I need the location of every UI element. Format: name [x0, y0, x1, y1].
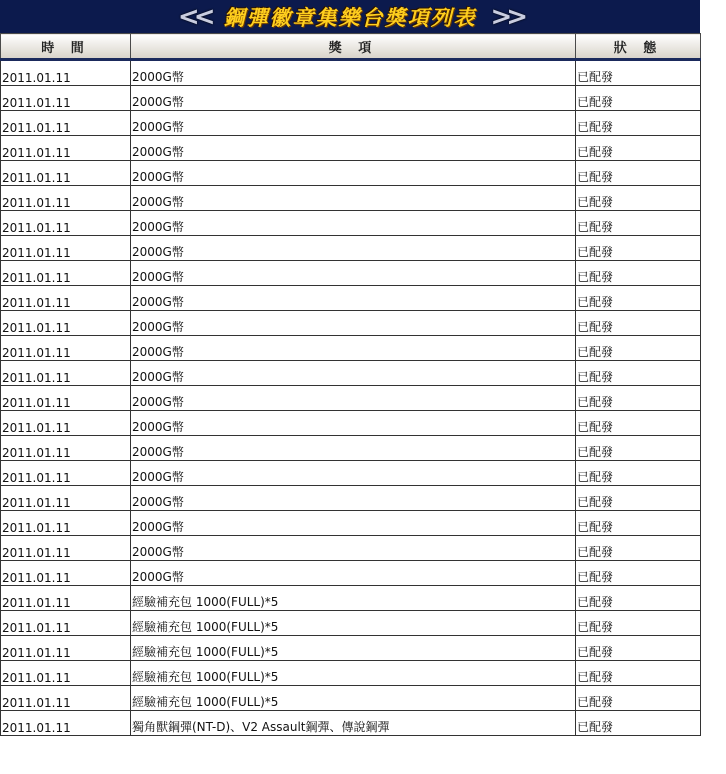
- cell-prize: 獨角獸鋼彈(NT-D)、V2 Assault鋼彈、傳說鋼彈: [131, 711, 576, 736]
- cell-status: 已配發: [576, 536, 701, 561]
- cell-time: 2011.01.11: [1, 636, 131, 661]
- table-row: [1, 436, 701, 461]
- cell-prize: 經驗補充包 1000(FULL)*5: [131, 661, 576, 686]
- cell-status: 已配發: [576, 311, 701, 336]
- cell-prize: 經驗補充包 1000(FULL)*5: [131, 636, 576, 661]
- cell-prize: 2000G幣: [131, 86, 576, 111]
- cell-time: 2011.01.11: [1, 586, 131, 611]
- cell-status: 已配發: [576, 711, 701, 736]
- cell-time: 2011.01.11: [1, 461, 131, 486]
- table-row: [1, 386, 701, 411]
- cell-prize: 2000G幣: [131, 211, 576, 236]
- cell-time: 2011.01.11: [1, 60, 131, 86]
- cell-status: 已配發: [576, 161, 701, 186]
- cell-prize: 2000G幣: [131, 436, 576, 461]
- cell-prize: 2000G幣: [131, 261, 576, 286]
- cell-prize: 2000G幣: [131, 60, 576, 86]
- cell-time: 2011.01.11: [1, 561, 131, 586]
- cell-status: 已配發: [576, 336, 701, 361]
- cell-time: 2011.01.11: [1, 261, 131, 286]
- cell-status: 已配發: [576, 186, 701, 211]
- cell-prize: 2000G幣: [131, 111, 576, 136]
- double-chevron-right-icon: >>: [490, 1, 523, 32]
- table-row: [1, 236, 701, 261]
- cell-status: 已配發: [576, 86, 701, 111]
- cell-time: 2011.01.11: [1, 361, 131, 386]
- cell-prize: 2000G幣: [131, 311, 576, 336]
- cell-time: 2011.01.11: [1, 336, 131, 361]
- table-row: [1, 636, 701, 661]
- cell-status: 已配發: [576, 486, 701, 511]
- cell-prize: 經驗補充包 1000(FULL)*5: [131, 686, 576, 711]
- cell-time: 2011.01.11: [1, 236, 131, 261]
- table-row: [1, 461, 701, 486]
- cell-status: 已配發: [576, 661, 701, 686]
- cell-prize: 2000G幣: [131, 486, 576, 511]
- cell-prize: 2000G幣: [131, 236, 576, 261]
- cell-time: 2011.01.11: [1, 311, 131, 336]
- cell-status: 已配發: [576, 561, 701, 586]
- cell-status: 已配發: [576, 461, 701, 486]
- cell-time: 2011.01.11: [1, 111, 131, 136]
- table-row: [1, 136, 701, 161]
- table-row: [1, 536, 701, 561]
- cell-prize: 2000G幣: [131, 161, 576, 186]
- table-row: [1, 361, 701, 386]
- cell-status: 已配發: [576, 361, 701, 386]
- cell-status: 已配發: [576, 436, 701, 461]
- cell-time: 2011.01.11: [1, 386, 131, 411]
- table-row: [1, 686, 701, 711]
- table-row: [1, 186, 701, 211]
- cell-time: 2011.01.11: [1, 686, 131, 711]
- table-row: [1, 261, 701, 286]
- cell-status: 已配發: [576, 286, 701, 311]
- cell-prize: 2000G幣: [131, 336, 576, 361]
- cell-time: 2011.01.11: [1, 186, 131, 211]
- cell-prize: 2000G幣: [131, 561, 576, 586]
- cell-time: 2011.01.11: [1, 286, 131, 311]
- cell-status: 已配發: [576, 111, 701, 136]
- cell-prize: 2000G幣: [131, 136, 576, 161]
- cell-status: 已配發: [576, 586, 701, 611]
- title-banner: [0, 0, 700, 33]
- cell-prize: 2000G幣: [131, 461, 576, 486]
- header-status: 狀 態: [576, 34, 701, 60]
- cell-time: 2011.01.11: [1, 711, 131, 736]
- cell-time: 2011.01.11: [1, 436, 131, 461]
- header-time: 時 間: [1, 34, 131, 60]
- cell-prize: 經驗補充包 1000(FULL)*5: [131, 586, 576, 611]
- table-row: [1, 586, 701, 611]
- cell-time: 2011.01.11: [1, 661, 131, 686]
- table-row: [1, 561, 701, 586]
- cell-status: 已配發: [576, 511, 701, 536]
- awards-table: [0, 33, 701, 736]
- table-row: [1, 611, 701, 636]
- cell-time: 2011.01.11: [1, 611, 131, 636]
- header-prize: 獎 項: [131, 34, 576, 60]
- table-row: [1, 336, 701, 361]
- cell-time: 2011.01.11: [1, 486, 131, 511]
- cell-prize: 經驗補充包 1000(FULL)*5: [131, 611, 576, 636]
- table-row: [1, 486, 701, 511]
- cell-status: 已配發: [576, 211, 701, 236]
- cell-prize: 2000G幣: [131, 411, 576, 436]
- table-row: [1, 286, 701, 311]
- cell-status: 已配發: [576, 236, 701, 261]
- cell-prize: 2000G幣: [131, 386, 576, 411]
- cell-prize: 2000G幣: [131, 286, 576, 311]
- page-title: 鋼彈徽章集樂台獎項列表: [223, 5, 477, 30]
- double-chevron-left-icon: <<: [177, 1, 210, 32]
- table-row: [1, 311, 701, 336]
- cell-prize: 2000G幣: [131, 361, 576, 386]
- cell-prize: 2000G幣: [131, 511, 576, 536]
- cell-time: 2011.01.11: [1, 536, 131, 561]
- table-row: [1, 411, 701, 436]
- table-body: [1, 60, 701, 736]
- table-row: [1, 511, 701, 536]
- table-row: [1, 711, 701, 736]
- table-row: [1, 86, 701, 111]
- cell-status: 已配發: [576, 136, 701, 161]
- cell-status: 已配發: [576, 60, 701, 86]
- cell-time: 2011.01.11: [1, 136, 131, 161]
- table-row: [1, 211, 701, 236]
- cell-status: 已配發: [576, 611, 701, 636]
- table-row: [1, 161, 701, 186]
- cell-time: 2011.01.11: [1, 86, 131, 111]
- cell-status: 已配發: [576, 686, 701, 711]
- cell-time: 2011.01.11: [1, 161, 131, 186]
- cell-prize: 2000G幣: [131, 536, 576, 561]
- cell-status: 已配發: [576, 636, 701, 661]
- cell-time: 2011.01.11: [1, 211, 131, 236]
- table-row: [1, 60, 701, 86]
- cell-status: 已配發: [576, 411, 701, 436]
- cell-time: 2011.01.11: [1, 411, 131, 436]
- cell-status: 已配發: [576, 386, 701, 411]
- cell-prize: 2000G幣: [131, 186, 576, 211]
- table-row: [1, 661, 701, 686]
- table-row: [1, 111, 701, 136]
- cell-status: 已配發: [576, 261, 701, 286]
- cell-time: 2011.01.11: [1, 511, 131, 536]
- table-header-row: [1, 34, 701, 60]
